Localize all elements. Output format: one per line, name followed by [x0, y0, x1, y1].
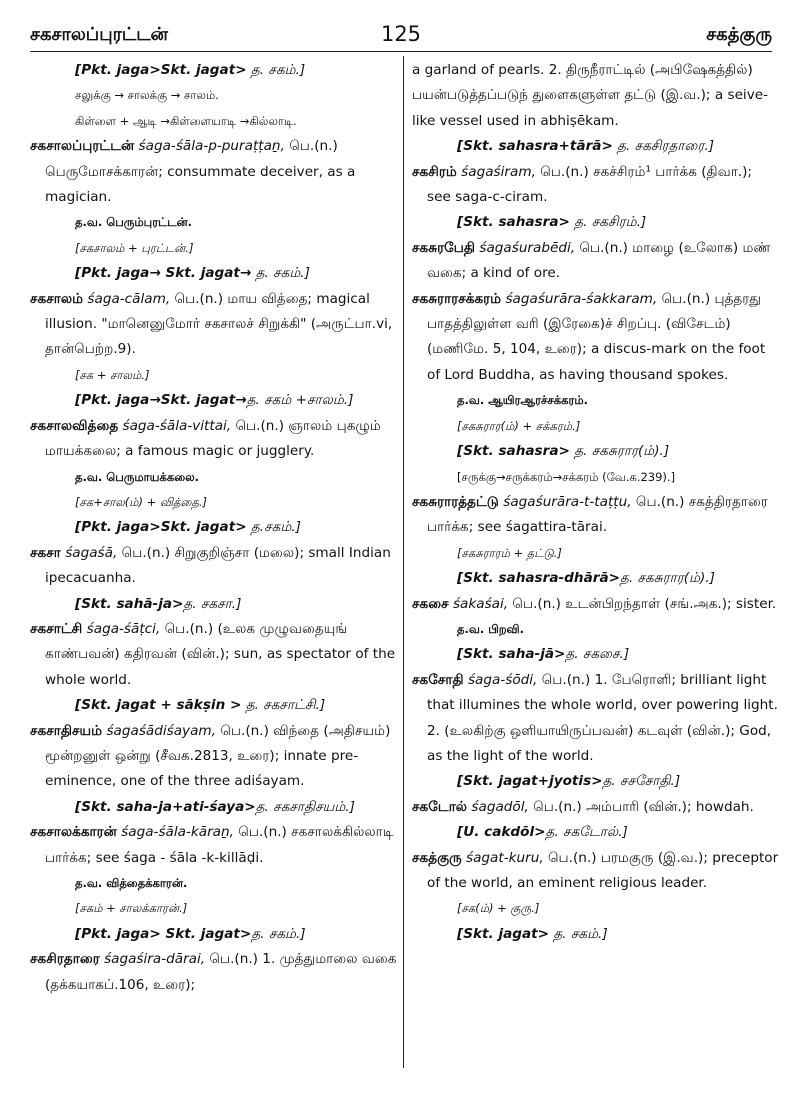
- etymology-source: [30, 388, 398, 413]
- definition: பெ.(n.) சகசாலக்கில்லாடி பார்க்க; see śaga - śāla -k-killāḍi.: [45, 824, 394, 866]
- dictionary-entry: [30, 287, 398, 363]
- headword: சகசோதி: [412, 671, 464, 688]
- transliteration: śagaśiram,: [461, 163, 536, 180]
- dictionary-entry: [412, 592, 780, 617]
- page-number: 125: [380, 22, 422, 46]
- etymology-source-origin: [Skt. saha-ja+ati-śaya>: [75, 798, 256, 815]
- transliteration: śagaśurāra-śakkaram,: [505, 290, 658, 307]
- definition: பெ.(n.) (உலக முழுவதையுங் காண்பவன்) கதிரவன் (வின்.); sun, as spectator of the whole world.: [45, 620, 396, 688]
- etymology-source-origin: [Skt. jagat>: [457, 925, 550, 942]
- transliteration: śagadōl,: [471, 798, 529, 815]
- definition: பெ.(n.) புத்தரது பாதத்திலுள்ள வரி (இரேகை)ச் சிறப்பு. (விசேடம்) (மணிமே. 5, 104, உரை); a discus-mark on the foot of Lord Buddha, as having thousand spokes.: [427, 290, 766, 383]
- dictionary-entry: [412, 160, 780, 211]
- word-derivation: [சக+சால(ம்) + வித்தை.]: [75, 494, 208, 509]
- etymology-source-tamil: த. சகசிரம்.]: [569, 214, 647, 231]
- transliteration: śaga-śāla-kāraṉ,: [121, 824, 234, 841]
- etymology-source: [30, 693, 398, 718]
- transliteration: śagat-kuru,: [466, 849, 544, 866]
- etymology-source-origin: [Skt. sahasra>: [457, 214, 570, 231]
- etymology-source: [412, 210, 780, 235]
- etymology-source: [412, 769, 780, 794]
- dictionary-entry: [412, 668, 780, 770]
- running-head-right: சகத்குரு: [706, 24, 772, 45]
- column-divider: [403, 56, 404, 1068]
- definition: பெ.(n.) மாழை (உலோக) மண் வகை; a kind of ore.: [427, 239, 771, 282]
- transliteration: śaga-śāla-p-puraṭṭaṉ,: [138, 138, 285, 155]
- definition: பெ.(n.) அம்பாரி (வின்.); howdah.: [528, 798, 754, 815]
- derivation-note: கிள்ளை + ஆடி →கிள்ளையாடி →கில்லாடி.: [75, 113, 297, 128]
- definition: பெ.(n.) 1. பேரொளி; brilliant light that illumines the whole world, over powering light. 2. (உலகிற்கு ஒளியாயிருப்பவன்) கடவுள் (வின்.); God, as the light of the world.: [427, 671, 778, 764]
- headword: சகசிரம்: [412, 163, 457, 180]
- etymology-source: [30, 58, 398, 83]
- tamil-equivalent: த.வ. பெரும்புரட்டன்.: [75, 215, 192, 230]
- etymology-source-origin: [Skt. sahā-ja>: [75, 595, 184, 612]
- dictionary-entry: [30, 617, 398, 693]
- etymology-source: [30, 592, 398, 617]
- word-derivation: [சக + சாலம்.]: [75, 367, 150, 382]
- etymology-source-tamil: த. சகம்.]: [251, 265, 310, 282]
- page-header: [30, 20, 772, 50]
- etymology-source-origin: [Skt. sahasra>: [457, 443, 570, 460]
- etymology-source: [30, 261, 398, 286]
- dictionary-entry: [412, 490, 780, 541]
- headword: சகசாலப்புரட்டன்: [30, 138, 135, 155]
- transliteration: śagaśā,: [65, 544, 118, 561]
- dictionary-entry: [412, 846, 780, 897]
- definition: பெ.(n.) மாய வித்தை; magical illusion. "மானெனுமோர் சகசாலச் சிறுக்கி" (அருட்பா.vi, தான்பெற்ற.9).: [45, 290, 393, 358]
- etymology-source-origin: [Pkt. jaga> Skt. jagat>: [75, 925, 252, 942]
- transliteration: śagaśira-dārai,: [104, 951, 206, 968]
- dictionary-entry: [412, 795, 780, 820]
- definition: பெ.(n.) சகத்திரதாரை பார்க்க; see śagattira-tārai.: [427, 493, 768, 536]
- word-derivation: [சகசுரார(ம்) + சக்கரம்.]: [457, 418, 581, 433]
- word-derivation: [சகசுராரம் + தட்டு.]: [457, 545, 562, 560]
- etymology-source-tamil: த. சகம்.]: [549, 925, 608, 942]
- transliteration: śaga-śāṭci,: [86, 620, 161, 637]
- etymology-source: [412, 642, 780, 667]
- dictionary-entry: [30, 947, 398, 998]
- etymology-source-origin: [U. cakdōl>: [457, 824, 546, 841]
- transliteration: śagaśādiśayam,: [106, 722, 216, 739]
- running-head-left: சகசாலப்புரட்டன்: [30, 24, 168, 45]
- headword: சகசுரபேதி: [412, 239, 476, 256]
- etymology-source-tamil: த. சசசோதி.]: [602, 773, 681, 790]
- headword: சகத்குரு: [412, 849, 462, 866]
- tamil-equivalent: த.வ. பிறவி.: [457, 621, 525, 636]
- dictionary-entry: [412, 236, 780, 287]
- definition: பெ.(n.) சிறுகுறிஞ்சா (மலை); small Indian ipecacuanha.: [45, 544, 391, 587]
- etymology-source: [412, 439, 780, 464]
- etymology-source-origin: [Pkt. jaga>Skt. jagat>: [75, 62, 247, 78]
- dictionary-entry: [30, 820, 398, 871]
- word-derivation: [சகசாலம் + புரட்டன்.]: [75, 240, 194, 255]
- transliteration: śagaśurāra-t-taṭṭu,: [503, 493, 632, 510]
- headword: சகசிரதாரை: [30, 951, 100, 968]
- tamil-equivalent: த.வ. வித்தைக்காரன்.: [75, 876, 188, 890]
- definition: பெ.(n.) விந்தை (அதிசயம்) மூன்றனுள் ஒன்று (சீவக.2813, உரை); innate pre-eminence, one of the three adiśayam.: [45, 722, 391, 790]
- etymology-source-tamil: த. சகசுரார(ம்).]: [569, 443, 670, 460]
- tamil-equivalent: த.வ. பெருமாயக்கலை.: [75, 469, 200, 484]
- headword: சகசாலம்: [30, 290, 84, 307]
- derivation-note: சலுக்கு → சாலக்கு → சாலம்.: [75, 88, 219, 103]
- word-derivation: [சகம் + சாலக்காரன்.]: [75, 901, 188, 916]
- etymology-source: [412, 922, 780, 947]
- dictionary-entry: [412, 287, 780, 389]
- etymology-source-tamil: த. சகம்.]: [246, 62, 306, 78]
- definition: பெ.(n.) பெருமோசக்காரன்; consummate deceiver, as a magician.: [45, 138, 356, 206]
- headword: சகசாலக்காரன்: [30, 824, 117, 841]
- transliteration: śaga-śōdi,: [467, 671, 538, 688]
- etymology-source: [412, 566, 780, 591]
- headword: சகசாதிசயம்: [30, 722, 103, 739]
- dictionary-entry: [30, 541, 398, 592]
- entry-continuation: a garland of pearls. 2. திருநீராட்டில் (அபிஷேகத்தில்) பயன்படுத்தப்படுந் துளைகளுள்ள தட்டு (இ.வ.); a seive-like vessel used in abhiṣēkam.: [412, 62, 769, 129]
- dictionary-entry: [30, 134, 398, 210]
- etymology-source-tamil: த. சகம்.]: [251, 925, 306, 942]
- left-column: [30, 58, 398, 998]
- headword: சகசா: [30, 544, 61, 561]
- dictionary-entry: [30, 719, 398, 795]
- definition: பெ.(n.) ஞாலம் புகழும் மாயக்கலை; a famous magic or jugglery.: [45, 417, 381, 460]
- etymology-source-origin: [Skt. sahasra+tārā>: [457, 138, 613, 155]
- headword: சகடோல்: [412, 798, 468, 815]
- etymology-source-origin: [Skt. sahasra-dhārā>: [457, 570, 621, 587]
- etymology-source-origin: [Skt. jagat+jyotis>: [457, 773, 603, 790]
- etymology-source: [412, 134, 780, 159]
- headword: சகசை: [412, 595, 449, 612]
- etymology-source-tamil: த.சகம்.]: [246, 519, 301, 536]
- headword: சகசாலவித்தை: [30, 417, 119, 434]
- definition: பெ.(n.) 1. முத்துமாலை வகை (தக்கயாகப்.106, உரை);: [45, 951, 397, 993]
- transliteration: śakaśai,: [452, 595, 509, 612]
- etymology-source: [30, 922, 398, 947]
- headword: சகசுராரசக்கரம்: [412, 290, 502, 307]
- transliteration: śagaśurabēdi,: [479, 239, 576, 256]
- word-derivation: [சக(ம்) + குரு.]: [457, 901, 540, 916]
- etymology-source-origin: [Pkt. jaga>Skt. jagat>: [75, 519, 247, 536]
- etymology-source: [412, 820, 780, 845]
- etymology-source-origin: [Skt. saha-jā>: [457, 646, 566, 663]
- etymology-source-tamil: த. சகசை.]: [565, 646, 630, 663]
- transliteration: śaga-śāla-vittai,: [122, 417, 232, 434]
- header-rule: [30, 51, 772, 52]
- etymology-source-tamil: த. சகம் +சாலம்.]: [246, 392, 354, 409]
- etymology-source: [30, 515, 398, 540]
- definition: பெ.(n.) பரமகுரு (இ.வ.); preceptor of the world, an eminent religious leader.: [427, 849, 779, 891]
- right-column: [412, 58, 780, 947]
- headword: சகசுராரத்தட்டு: [412, 493, 499, 510]
- transliteration: śaga-cālam,: [87, 290, 171, 307]
- etymology-source-tamil: த. சகசிரதாரை.]: [612, 138, 715, 155]
- etymology-source-tamil: த. சகசாட்சி.]: [241, 697, 326, 714]
- definition: பெ.(n.) சகச்சிரம்¹ பார்க்க (திவா.); see saga-c-ciram.: [427, 163, 753, 206]
- definition: பெ.(n.) உடன்பிறந்தாள் (சங்.அக.); sister.: [508, 595, 777, 612]
- etymology-source-origin: [Pkt. jaga→ Skt. jagat→: [75, 265, 252, 282]
- etymology-source-tamil: த. சகசா.]: [183, 595, 242, 612]
- etymology-source-tamil: த. சகசாதிசயம்.]: [255, 798, 355, 815]
- tamil-equivalent: த.வ. ஆயிரஆரச்சக்கரம்.: [457, 393, 589, 408]
- etymology-source-tamil: த. சகடோல்.]: [545, 824, 628, 841]
- dictionary-entry: [30, 414, 398, 465]
- etymology-source: [30, 795, 398, 820]
- headword: சகசாட்சி: [30, 620, 83, 637]
- etymology-source-tamil: த. சகசுரார(ம்).]: [620, 570, 715, 587]
- etymology-source-origin: [Skt. jagat + sākṣin >: [75, 697, 242, 714]
- derivation-note: [சருக்கு→சருக்கரம்→சக்கரம் (வே.க.239).]: [457, 469, 676, 484]
- etymology-source-origin: [Pkt. jaga→Skt. jagat→: [75, 392, 247, 409]
